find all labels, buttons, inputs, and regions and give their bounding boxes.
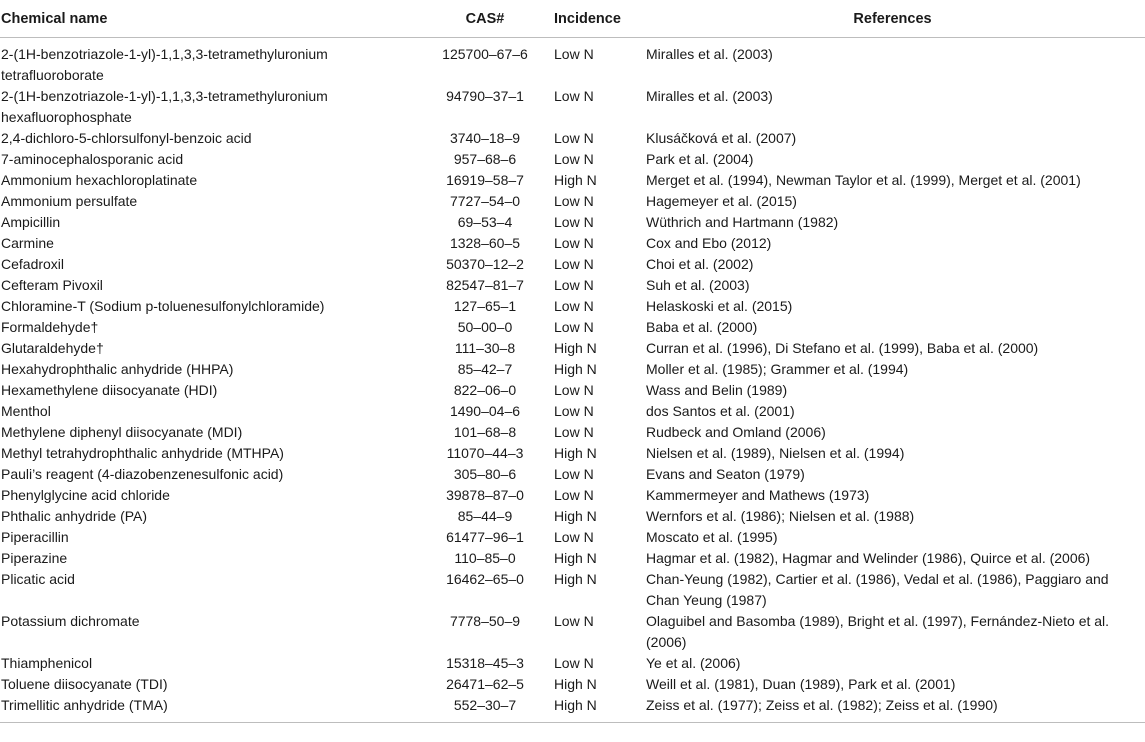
cell-chemical-name: Methylene diphenyl diisocyanate (MDI) <box>1 424 243 440</box>
table-row <box>0 317 1145 338</box>
table-row <box>0 359 1145 380</box>
cell-references: Suh et al. (2003) <box>646 277 750 293</box>
cell-references: Cox and Ebo (2012) <box>646 235 772 251</box>
cell-incidence: Low N <box>554 151 594 167</box>
cell-cas: 7727–54–0 <box>449 193 521 209</box>
cell-cas: 125700–67–6 <box>442 46 528 62</box>
table-row <box>0 653 1145 674</box>
cell-cas: 94790–37–1 <box>446 88 524 104</box>
cell-references: Klusáčková et al. (2007) <box>646 130 797 146</box>
table-row <box>0 485 1145 506</box>
cell-incidence: Low N <box>554 424 594 440</box>
table-row <box>0 38 1145 87</box>
cell-incidence: Low N <box>554 277 594 293</box>
cell-chemical-name: 2,4-dichloro-5-chlorsulfonyl-benzoic acid <box>1 130 252 146</box>
cell-incidence: High N <box>554 340 597 356</box>
cell-references: Wass and Belin (1989) <box>646 382 788 398</box>
table-row <box>0 527 1145 548</box>
header-incidence: Incidence <box>550 0 640 38</box>
table-row <box>0 275 1145 296</box>
table-row <box>0 233 1145 254</box>
cell-cas: 1328–60–5 <box>449 235 521 251</box>
cell-incidence: Low N <box>554 382 594 398</box>
header-cas: CAS# <box>420 0 550 38</box>
cell-references: Wüthrich and Hartmann (1982) <box>646 214 839 230</box>
cell-references: Miralles et al. (2003) <box>646 88 773 104</box>
cell-incidence: Low N <box>554 319 594 335</box>
cell-incidence: Low N <box>554 466 594 482</box>
cell-cas: 69–53–4 <box>457 214 513 230</box>
table-row <box>0 611 1145 653</box>
cell-references: dos Santos et al. (2001) <box>646 403 795 419</box>
cell-chemical-name: Cefadroxil <box>1 256 65 272</box>
cell-references: Rudbeck and Omland (2006) <box>646 424 826 440</box>
cell-cas: 101–68–8 <box>453 424 517 440</box>
cell-cas: 3740–18–9 <box>449 130 521 146</box>
cell-cas: 111–30–8 <box>454 340 516 356</box>
cell-references: Chan-Yeung (1982), Cartier et al. (1986), Vedal et al. (1986), Paggiaro and Chan Yeung (1987) <box>646 571 1109 608</box>
cell-references: Merget et al. (1994), Newman Taylor et al. (1999), Merget et al. (2001) <box>646 172 1081 188</box>
cell-chemical-name: Carmine <box>1 235 54 251</box>
cell-chemical-name: Plicatic acid <box>1 571 75 587</box>
cell-chemical-name: Piperazine <box>1 550 68 566</box>
cell-references: Miralles et al. (2003) <box>646 46 773 62</box>
cell-chemical-name: Potassium dichromate <box>1 613 140 629</box>
cell-references: Evans and Seaton (1979) <box>646 466 805 482</box>
table-row <box>0 170 1145 191</box>
cell-cas: 7778–50–9 <box>449 613 521 629</box>
cell-incidence: High N <box>554 445 597 461</box>
cell-incidence: High N <box>554 550 597 566</box>
cell-incidence: Low N <box>554 487 594 503</box>
cell-references: Nielsen et al. (1989), Nielsen et al. (1994) <box>646 445 905 461</box>
cell-chemical-name: Piperacillin <box>1 529 69 545</box>
cell-references: Baba et al. (2000) <box>646 319 758 335</box>
cell-chemical-name: Cefteram Pivoxil <box>1 277 103 293</box>
cell-cas: 15318–45–3 <box>446 655 524 671</box>
cell-references: Park et al. (2004) <box>646 151 754 167</box>
cell-cas: 1490–04–6 <box>449 403 521 419</box>
header-chemical-name: Chemical name <box>0 0 420 38</box>
cell-incidence: High N <box>550 695 640 723</box>
cell-chemical-name: Ammonium hexachloroplatinate <box>1 172 198 188</box>
table-row <box>0 695 1145 723</box>
cell-cas: 110–85–0 <box>454 550 516 566</box>
cell-cas: 61477–96–1 <box>446 529 524 545</box>
table-row <box>0 254 1145 275</box>
cell-cas: 305–80–6 <box>453 466 517 482</box>
cell-incidence: High N <box>554 676 597 692</box>
cell-incidence: Low N <box>554 130 594 146</box>
cell-cas: 26471–62–5 <box>446 676 524 692</box>
cell-incidence: Low N <box>554 88 594 104</box>
cell-incidence: Low N <box>554 193 594 209</box>
cell-chemical-name: Pauli’s reagent (4-diazobenzenesulfonic acid) <box>1 466 284 482</box>
cell-cas: 16462–65–0 <box>446 571 524 587</box>
cell-references: Wernfors et al. (1986); Nielsen et al. (1988) <box>646 508 915 524</box>
cell-cas: 822–06–0 <box>453 382 517 398</box>
cell-chemical-name: 7-aminocephalosporanic acid <box>1 151 184 167</box>
cell-incidence: Low N <box>554 46 594 62</box>
cell-chemical-name: Menthol <box>1 403 51 419</box>
cell-references: Kammermeyer and Mathews (1973) <box>646 487 870 503</box>
cell-incidence: High N <box>554 172 597 188</box>
cell-references: Hagmar et al. (1982), Hagmar and Welinder (1986), Quirce et al. (2006) <box>646 550 1091 566</box>
cell-chemical-name: Thiamphenicol <box>1 655 93 671</box>
header-row <box>0 0 1145 38</box>
table-row <box>0 149 1145 170</box>
cell-cas: 85–44–9 <box>457 508 513 524</box>
cell-references: Ye et al. (2006) <box>646 655 741 671</box>
table-row <box>0 464 1145 485</box>
cell-cas: 552–30–7 <box>420 695 550 723</box>
table-row <box>0 191 1145 212</box>
cell-chemical-name: Ampicillin <box>1 214 61 230</box>
table-row <box>0 338 1145 359</box>
cell-incidence: Low N <box>554 655 594 671</box>
cell-chemical-name: Hexamethylene diisocyanate (HDI) <box>1 382 218 398</box>
cell-references: Moscato et al. (1995) <box>646 529 778 545</box>
table-row <box>0 443 1145 464</box>
cell-cas: 16919–58–7 <box>446 172 524 188</box>
table-header <box>0 0 1145 38</box>
cell-cas: 50370–12–2 <box>446 256 524 272</box>
cell-chemical-name: Hexahydrophthalic anhydride (HHPA) <box>1 361 234 377</box>
cell-chemical-name: Ammonium persulfate <box>1 193 138 209</box>
table-row <box>0 548 1145 569</box>
cell-chemical-name: Trimellitic anhydride (TMA) <box>0 695 420 723</box>
cell-references: Helaskoski et al. (2015) <box>646 298 793 314</box>
table-row <box>0 380 1145 401</box>
table-row <box>0 422 1145 443</box>
table-row <box>0 674 1145 695</box>
cell-chemical-name: Phenylglycine acid chloride <box>1 487 170 503</box>
table-row <box>0 569 1145 611</box>
cell-chemical-name: Methyl tetrahydrophthalic anhydride (MTHPA) <box>1 445 284 461</box>
table-row <box>0 296 1145 317</box>
cell-chemical-name: Phthalic anhydride (PA) <box>1 508 148 524</box>
table-row <box>0 212 1145 233</box>
cell-references: Hagemeyer et al. (2015) <box>646 193 797 209</box>
cell-incidence: High N <box>554 571 597 587</box>
cell-incidence: High N <box>554 361 597 377</box>
cell-incidence: Low N <box>554 214 594 230</box>
header-references: References <box>640 0 1145 38</box>
cell-chemical-name: 2-(1H-benzotriazole-1-yl)-1,1,3,3-tetramethyluronium hexafluorophosphate <box>1 88 328 125</box>
cell-chemical-name: Glutaraldehyde† <box>1 340 104 356</box>
cell-incidence: Low N <box>554 403 594 419</box>
cell-cas: 11070–44–3 <box>446 445 524 461</box>
cell-cas: 957–68–6 <box>453 151 517 167</box>
cell-references: Curran et al. (1996), Di Stefano et al. (1999), Baba et al. (2000) <box>646 340 1039 356</box>
cell-incidence: Low N <box>554 256 594 272</box>
cell-incidence: Low N <box>554 613 594 629</box>
cell-references: Choi et al. (2002) <box>646 256 754 272</box>
cell-incidence: Low N <box>554 529 594 545</box>
table-row <box>0 86 1145 128</box>
cell-cas: 50–00–0 <box>457 319 513 335</box>
table-row <box>0 401 1145 422</box>
cell-chemical-name: 2-(1H-benzotriazole-1-yl)-1,1,3,3-tetramethyluronium tetrafluoroborate <box>1 46 328 83</box>
table-body <box>0 38 1145 723</box>
cell-references: Zeiss et al. (1977); Zeiss et al. (1982); Zeiss et al. (1990) <box>640 695 1145 723</box>
table-row <box>0 506 1145 527</box>
cell-references: Weill et al. (1981), Duan (1989), Park et al. (2001) <box>646 676 956 692</box>
cell-references: Olaguibel and Basomba (1989), Bright et al. (1997), Fernández-Nieto et al. (2006) <box>646 613 1110 650</box>
cell-chemical-name: Formaldehyde† <box>1 319 99 335</box>
cell-cas: 39878–87–0 <box>446 487 524 503</box>
cell-cas: 82547–81–7 <box>446 277 524 293</box>
cell-cas: 85–42–7 <box>457 361 513 377</box>
cell-chemical-name: Chloramine-T (Sodium p-toluenesulfonylchloramide) <box>1 298 325 314</box>
cell-incidence: High N <box>554 508 597 524</box>
cell-incidence: Low N <box>554 298 594 314</box>
cell-cas: 127–65–1 <box>453 298 517 314</box>
table-row <box>0 128 1145 149</box>
cell-incidence: Low N <box>554 235 594 251</box>
cell-chemical-name: Toluene diisocyanate (TDI) <box>1 676 168 692</box>
cell-references: Moller et al. (1985); Grammer et al. (1994) <box>646 361 909 377</box>
